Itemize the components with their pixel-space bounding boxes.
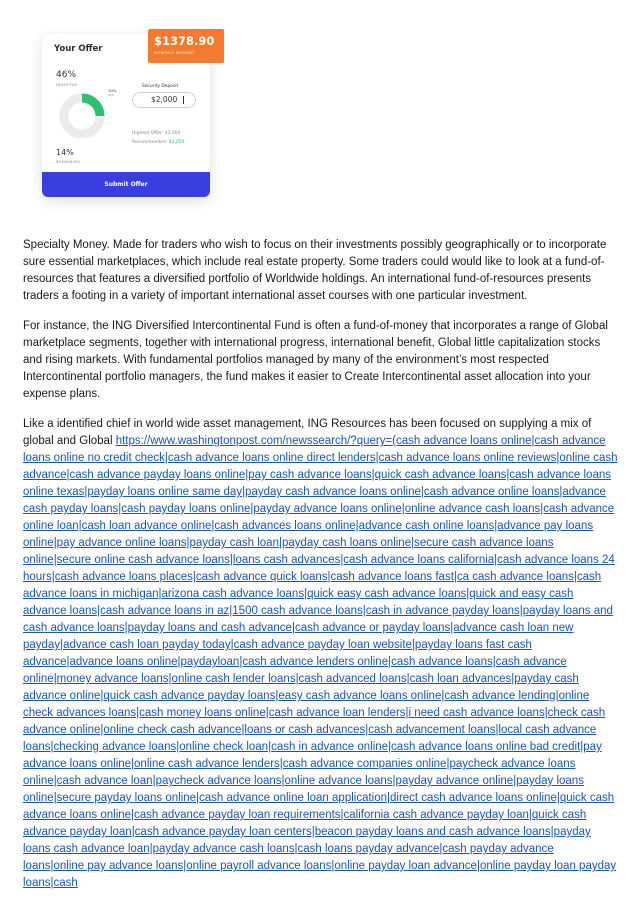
invested-label: INVESTED (56, 82, 78, 87)
text-cursor (183, 96, 184, 104)
highest-offer-text: Highest Offer: $3,000 (132, 131, 181, 136)
recommended-label: Recommended: (132, 140, 169, 145)
spam-search-link[interactable]: https://www.washingtonpost.com/newssearch/?query=(cash advance loans online|cash advance loans online no credit check|cash advance loans online direct lenders|cash advance loans online reviews|online cash advance|cash advance payday loans online|pay cash advance loans|quick cash advance loans|cash advance loans online texas|payday loans online same day|payday cash advance loans online|cash advance online loans|advance cash payday loans|cash payday loans online|payday advance loans online|online advance cash loans|cash advance online loan|cash loan advance online|cash advances loans online|advance cash online loans|advance pay loans online|pay advance online loans|payday cash loan|payday cash loans online|secure cash advance loans online|secure online cash advance loans|loans cash advances|cash advance loans california|cash advance loans 24 hours|cash advance loans places|cash advance quick loans|cash advance loans fast|ca cash advance loans|cash advance loans in michigan|arizona cash advance loans|quick easy cash advance loans|quick and easy cash advance loans|cash advance loans in az|1500 cash advance loans|cash in advance payday loans|payday loans and cash advance loans|payday loans and cash advance|cash advance or payday loans|advance cash loan new payday|advance cash loan payday today|cash advance payday loan website|payday loans fast cash advance|advance loans online|paydayloan|cash advance lenders online|cash advance loans|cash advance online|money advance loans|online cash lender loans|cash advanced loans|cash loan advances|payday cash advance online|quick cash advance payday loans|easy cash advance loans online|cash advance lending|online check advances loans|cash money loans online|cash advance loan lenders|i need cash advance loans|check cash advance online|online check cash advance|loans or cash advances|cash advancement loans|local cash advance loans|checking advance loans|online check loan|cash in advance online|cash advance loans online bad credit|pay advance loans online|online cash advance lenders|cash advance companies online|paycheck advance loans online|cash advance loan|paycheck advance loans|online advance loans|payday advance online|payday loans online|secure payday loans online|cash advance online loan application|direct cash advance loans online|quick cash advance loans online|cash advance payday loan requirements|california cash advance payday loan|quick cash advance payday loan|cash advance payday loan centers|beacon payday loans and cash advance loans|payday loans cash advance loan|payday advance cash loans|cash loans payday advance|cash payday advance loans|online pay advance loans|online payroll advance loans|online payday loan advance|online payday loan payday loans|cash (23, 435, 618, 889)
monthly-amount-badge (148, 29, 224, 63)
offer-card-image (42, 34, 215, 197)
card-title: Your Offer (54, 44, 103, 54)
remaining-label: REMAINING (56, 159, 81, 164)
paragraph-3 (23, 416, 618, 892)
security-deposit-input (132, 92, 196, 108)
recommended-value: $2,050 (168, 140, 185, 145)
article-body (23, 237, 618, 905)
monthly-amount: $1378.90 (154, 34, 215, 48)
paragraph-2: For instance, the ING Diversified Intercontinental Fund is often a fund-of-money that incorporates a range of Global marketplace segments, together with international progress, international benefit, Global little capitalization stocks and rising markets. With fundamental portfolios managed by many of the environment’s most respected Intercontinental portfolio managers, the fund makes it easier to Create Intercontinental asset allocation into your expense plans. (23, 320, 608, 400)
security-deposit-value: $2,000 (151, 95, 178, 104)
submit-offer-button: Submit Offer (42, 172, 210, 197)
security-deposit-label: Security Deposit (142, 84, 179, 89)
paragraph-1: Specialty Money. Made for traders who wish to focus on their investments possibly geographically or to incorporate sure essential marketplaces, which include real estate property. Some traders could would like to look at a fund-of-resources that features a diversified portfolio of Worldwide holdings. An international fund-of-resources presents traders a footing in a variety of important international asset courses with one particular investment. (23, 239, 607, 302)
small-percent: 10% (108, 88, 117, 93)
monthly-amount-label: MONTHLY PAYMENT (154, 51, 195, 55)
paragraph-3-intro: Like a identified chief in world wide asset management, ING Resources has been focused on supplying a mix of global and Global (23, 418, 592, 447)
remaining-percent: 14% (56, 148, 74, 157)
recommended-text (132, 140, 185, 145)
progress-donut (58, 92, 106, 140)
small-percent-label: APR (108, 93, 114, 97)
invested-percent: 46% (56, 70, 77, 80)
